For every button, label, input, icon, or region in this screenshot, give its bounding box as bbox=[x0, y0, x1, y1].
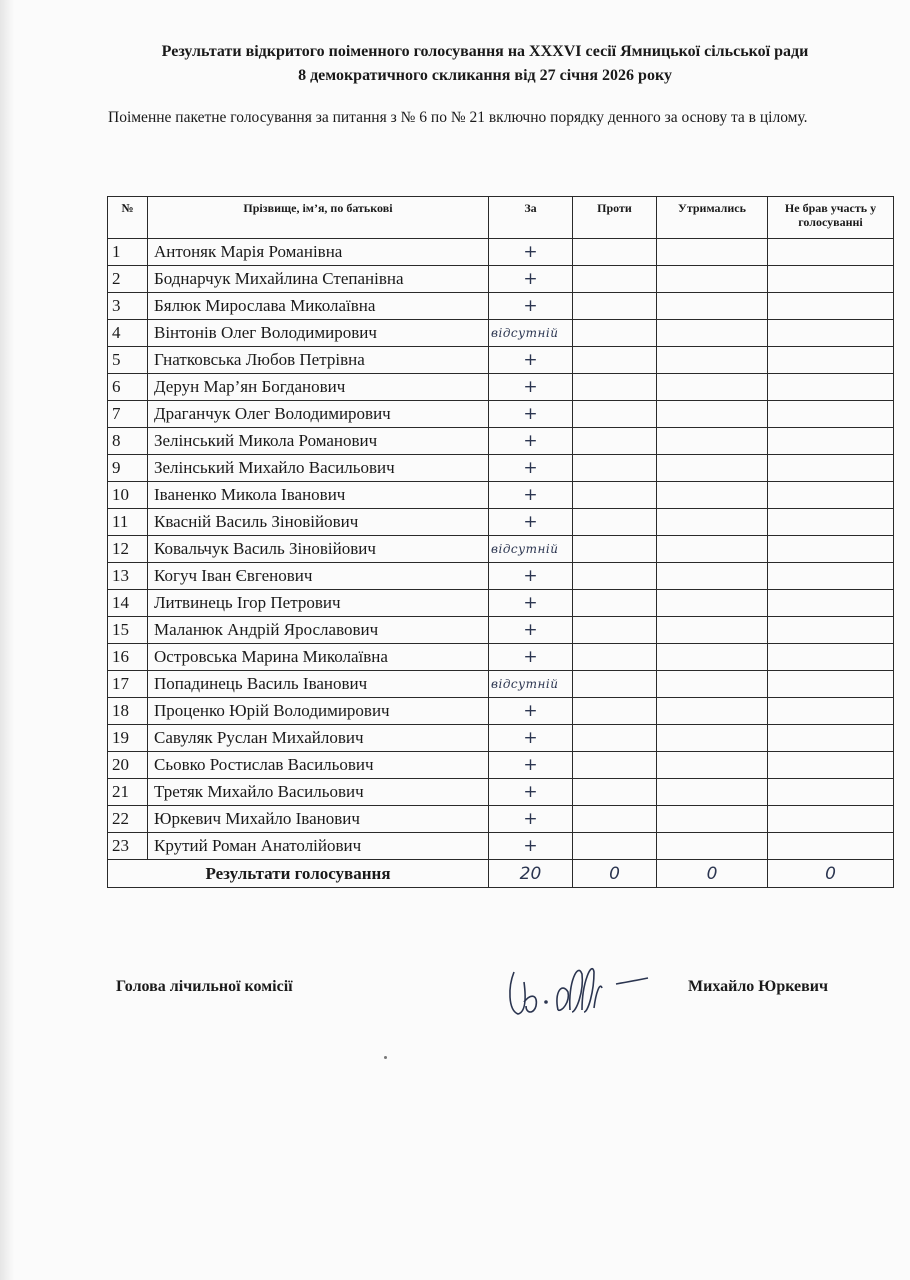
row-not-voted bbox=[768, 806, 894, 833]
row-for: відсутній bbox=[489, 536, 573, 563]
row-number: 2 bbox=[108, 266, 148, 293]
row-for: + bbox=[489, 428, 573, 455]
row-not-voted bbox=[768, 725, 894, 752]
title-line-2: 8 демократичного скликання від 27 січня 2026 року bbox=[298, 67, 672, 84]
row-number: 18 bbox=[108, 698, 148, 725]
row-name: Попадинець Василь Іванович bbox=[148, 671, 489, 698]
row-name: Дерун Мар’ян Богданович bbox=[148, 374, 489, 401]
row-not-voted bbox=[768, 482, 894, 509]
row-abstained bbox=[657, 428, 768, 455]
row-against bbox=[573, 671, 657, 698]
row-for: + bbox=[489, 698, 573, 725]
row-against bbox=[573, 833, 657, 860]
commission-chair-name: Михайло Юркевич bbox=[688, 978, 829, 995]
row-for: + bbox=[489, 509, 573, 536]
row-name: Третяк Михайло Васильович bbox=[148, 779, 489, 806]
row-for: + bbox=[489, 347, 573, 374]
row-against bbox=[573, 590, 657, 617]
row-not-voted bbox=[768, 455, 894, 482]
total-against: 0 bbox=[573, 860, 657, 888]
row-for: відсутній bbox=[489, 320, 573, 347]
row-not-voted bbox=[768, 374, 894, 401]
row-against bbox=[573, 644, 657, 671]
commission-chair-title: Голова лічильної комісії bbox=[116, 978, 293, 995]
totals-label: Результати голосування bbox=[108, 860, 489, 888]
row-abstained bbox=[657, 293, 768, 320]
document-title bbox=[60, 40, 910, 88]
col-header-name: Прізвище, ім’я, по батькові bbox=[148, 197, 489, 239]
table-row bbox=[108, 536, 894, 563]
row-not-voted bbox=[768, 644, 894, 671]
row-abstained bbox=[657, 833, 768, 860]
row-number: 14 bbox=[108, 590, 148, 617]
row-name: Антоняк Марія Романівна bbox=[148, 239, 489, 266]
row-number: 3 bbox=[108, 293, 148, 320]
table-row bbox=[108, 482, 894, 509]
col-header-abstained: Утримались bbox=[657, 197, 768, 239]
row-not-voted bbox=[768, 509, 894, 536]
totals-row bbox=[108, 860, 894, 888]
row-number: 5 bbox=[108, 347, 148, 374]
row-abstained bbox=[657, 455, 768, 482]
row-abstained bbox=[657, 509, 768, 536]
row-not-voted bbox=[768, 536, 894, 563]
row-for: + bbox=[489, 779, 573, 806]
table-row bbox=[108, 266, 894, 293]
row-name: Сьовко Ростислав Васильович bbox=[148, 752, 489, 779]
voting-table bbox=[107, 196, 894, 888]
row-for: + bbox=[489, 644, 573, 671]
row-against bbox=[573, 293, 657, 320]
row-for: + bbox=[489, 725, 573, 752]
row-abstained bbox=[657, 239, 768, 266]
total-not-voted: 0 bbox=[768, 860, 894, 888]
row-against bbox=[573, 374, 657, 401]
table-body bbox=[108, 239, 894, 860]
row-not-voted bbox=[768, 752, 894, 779]
row-not-voted bbox=[768, 590, 894, 617]
table-row bbox=[108, 806, 894, 833]
table-row bbox=[108, 293, 894, 320]
row-abstained bbox=[657, 266, 768, 293]
row-not-voted bbox=[768, 239, 894, 266]
row-number: 19 bbox=[108, 725, 148, 752]
row-for: + bbox=[489, 590, 573, 617]
row-against bbox=[573, 347, 657, 374]
row-name: Зелінський Микола Романович bbox=[148, 428, 489, 455]
table-row bbox=[108, 671, 894, 698]
table-row bbox=[108, 779, 894, 806]
row-for: + bbox=[489, 374, 573, 401]
row-abstained bbox=[657, 320, 768, 347]
row-not-voted bbox=[768, 320, 894, 347]
row-abstained bbox=[657, 725, 768, 752]
row-abstained bbox=[657, 374, 768, 401]
row-for: + bbox=[489, 455, 573, 482]
row-for: + bbox=[489, 266, 573, 293]
scan-edge-shadow bbox=[0, 0, 14, 1280]
row-abstained bbox=[657, 698, 768, 725]
row-for: + bbox=[489, 563, 573, 590]
table-row bbox=[108, 509, 894, 536]
table-row bbox=[108, 698, 894, 725]
row-not-voted bbox=[768, 698, 894, 725]
row-against bbox=[573, 779, 657, 806]
row-abstained bbox=[657, 536, 768, 563]
row-number: 13 bbox=[108, 563, 148, 590]
row-name: Крутий Роман Анатолійович bbox=[148, 833, 489, 860]
row-name: Островська Марина Миколаївна bbox=[148, 644, 489, 671]
row-against bbox=[573, 563, 657, 590]
table-row bbox=[108, 455, 894, 482]
row-against bbox=[573, 752, 657, 779]
row-not-voted bbox=[768, 266, 894, 293]
col-header-for: За bbox=[489, 197, 573, 239]
row-against bbox=[573, 617, 657, 644]
row-name: Драганчук Олег Володимирович bbox=[148, 401, 489, 428]
scan-speck bbox=[384, 1056, 387, 1059]
row-abstained bbox=[657, 806, 768, 833]
col-header-not-voted bbox=[768, 197, 894, 239]
total-for: 20 bbox=[489, 860, 573, 888]
row-against bbox=[573, 482, 657, 509]
row-name: Зелінський Михайло Васильович bbox=[148, 455, 489, 482]
row-abstained bbox=[657, 644, 768, 671]
row-for: відсутній bbox=[489, 671, 573, 698]
row-not-voted bbox=[768, 833, 894, 860]
total-abstained: 0 bbox=[657, 860, 768, 888]
row-abstained bbox=[657, 590, 768, 617]
row-against bbox=[573, 725, 657, 752]
table-row bbox=[108, 833, 894, 860]
row-against bbox=[573, 320, 657, 347]
row-abstained bbox=[657, 401, 768, 428]
row-abstained bbox=[657, 779, 768, 806]
table-row bbox=[108, 725, 894, 752]
col-header-against: Проти bbox=[573, 197, 657, 239]
row-against bbox=[573, 266, 657, 293]
title-line-1: Результати відкритого поіменного голосування на XXXVI сесії Ямницької сільської ради bbox=[161, 43, 809, 60]
table-row bbox=[108, 374, 894, 401]
row-number: 7 bbox=[108, 401, 148, 428]
table-row bbox=[108, 617, 894, 644]
row-not-voted bbox=[768, 401, 894, 428]
row-number: 17 bbox=[108, 671, 148, 698]
row-against bbox=[573, 806, 657, 833]
row-name: Іваненко Микола Іванович bbox=[148, 482, 489, 509]
row-for: + bbox=[489, 293, 573, 320]
row-name: Проценко Юрій Володимирович bbox=[148, 698, 489, 725]
row-number: 8 bbox=[108, 428, 148, 455]
row-not-voted bbox=[768, 779, 894, 806]
row-number: 11 bbox=[108, 509, 148, 536]
row-number: 22 bbox=[108, 806, 148, 833]
row-not-voted bbox=[768, 617, 894, 644]
row-against bbox=[573, 455, 657, 482]
row-abstained bbox=[657, 617, 768, 644]
row-name: Савуляк Руслан Михайлович bbox=[148, 725, 489, 752]
row-number: 12 bbox=[108, 536, 148, 563]
row-number: 4 bbox=[108, 320, 148, 347]
row-number: 9 bbox=[108, 455, 148, 482]
row-not-voted bbox=[768, 671, 894, 698]
row-against bbox=[573, 401, 657, 428]
row-number: 10 bbox=[108, 482, 148, 509]
row-against bbox=[573, 509, 657, 536]
row-against bbox=[573, 698, 657, 725]
row-abstained bbox=[657, 563, 768, 590]
table-row bbox=[108, 320, 894, 347]
row-abstained bbox=[657, 347, 768, 374]
row-number: 21 bbox=[108, 779, 148, 806]
table-row bbox=[108, 563, 894, 590]
row-name: Бялюк Мирослава Миколаївна bbox=[148, 293, 489, 320]
table-header-row bbox=[108, 197, 894, 239]
table-row bbox=[108, 401, 894, 428]
row-for: + bbox=[489, 401, 573, 428]
row-number: 15 bbox=[108, 617, 148, 644]
row-number: 16 bbox=[108, 644, 148, 671]
row-against bbox=[573, 428, 657, 455]
row-for: + bbox=[489, 752, 573, 779]
row-name: Боднарчук Михайлина Степанівна bbox=[148, 266, 489, 293]
row-number: 23 bbox=[108, 833, 148, 860]
table-row bbox=[108, 428, 894, 455]
row-for: + bbox=[489, 806, 573, 833]
row-abstained bbox=[657, 671, 768, 698]
row-number: 1 bbox=[108, 239, 148, 266]
handwritten-signature bbox=[496, 952, 656, 1032]
table-row bbox=[108, 590, 894, 617]
row-name: Литвинець Ігор Петрович bbox=[148, 590, 489, 617]
table-row bbox=[108, 347, 894, 374]
row-for: + bbox=[489, 833, 573, 860]
row-against bbox=[573, 239, 657, 266]
table-row bbox=[108, 239, 894, 266]
row-for: + bbox=[489, 617, 573, 644]
row-not-voted bbox=[768, 347, 894, 374]
col-header-not-voted-label: Не брав участь у голосуванні bbox=[784, 201, 877, 229]
row-name: Квасній Василь Зіновійович bbox=[148, 509, 489, 536]
row-for: + bbox=[489, 482, 573, 509]
row-number: 6 bbox=[108, 374, 148, 401]
row-name: Когуч Іван Євгенович bbox=[148, 563, 489, 590]
row-name: Вінтонів Олег Володимирович bbox=[148, 320, 489, 347]
row-abstained bbox=[657, 752, 768, 779]
row-not-voted bbox=[768, 428, 894, 455]
row-not-voted bbox=[768, 293, 894, 320]
row-abstained bbox=[657, 482, 768, 509]
row-name: Маланюк Андрій Ярославович bbox=[148, 617, 489, 644]
intro-paragraph: Поіменне пакетне голосування за питання з № 6 по № 21 включно порядку денного за основу та в цілому. bbox=[108, 109, 808, 126]
row-name: Гнатковська Любов Петрівна bbox=[148, 347, 489, 374]
row-name: Ковальчук Василь Зіновійович bbox=[148, 536, 489, 563]
row-not-voted bbox=[768, 563, 894, 590]
col-header-number: № bbox=[108, 197, 148, 239]
table-row bbox=[108, 752, 894, 779]
row-name: Юркевич Михайло Іванович bbox=[148, 806, 489, 833]
row-for: + bbox=[489, 239, 573, 266]
table-row bbox=[108, 644, 894, 671]
row-against bbox=[573, 536, 657, 563]
row-number: 20 bbox=[108, 752, 148, 779]
